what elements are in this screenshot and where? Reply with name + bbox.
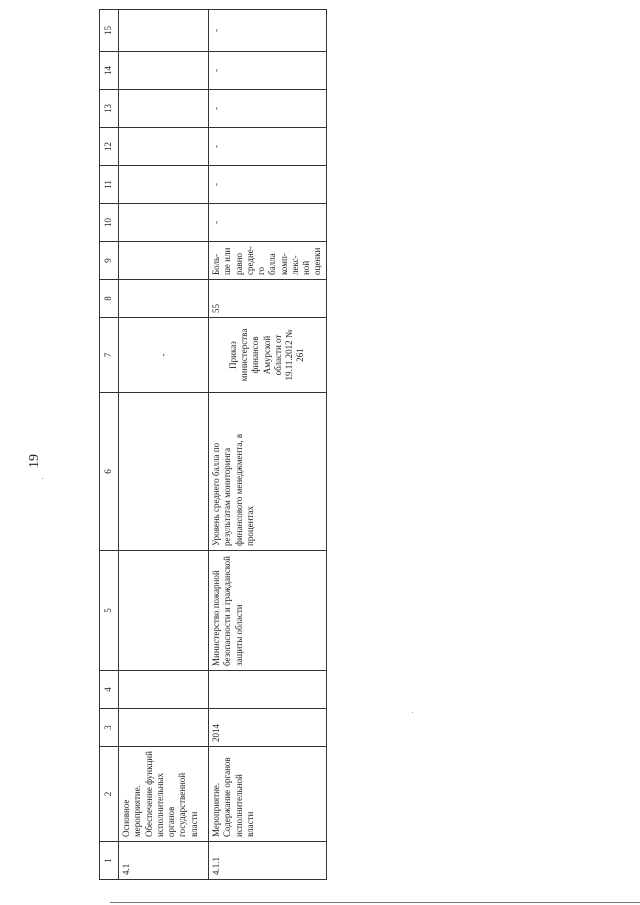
page-number xyxy=(28,453,42,469)
cell-value: 55 xyxy=(209,280,327,318)
program-table xyxy=(99,9,327,880)
col-header-9: 9 xyxy=(100,242,119,280)
col-header-4: 4 xyxy=(100,671,119,709)
cell-col10 xyxy=(119,204,209,242)
cell-document: Приказ министерства финансов Амурской области от 19.11.2012 № 261 xyxy=(209,318,327,393)
rotated-table-container xyxy=(99,26,323,880)
table-row xyxy=(209,10,327,880)
cell-criterion xyxy=(119,242,209,280)
scan-edge-line xyxy=(110,902,640,903)
col-header-13: 13 xyxy=(100,90,119,128)
col-header-15: 15 xyxy=(100,10,119,52)
col-header-3: 3 xyxy=(100,709,119,747)
cell-criterion: Боль-ше или равно средне-го балла комп-лекс-ной оценки xyxy=(209,242,327,280)
cell-col13 xyxy=(119,90,209,128)
cell-col15 xyxy=(119,10,209,52)
col-header-1: 1 xyxy=(100,842,119,880)
cell-indicator xyxy=(119,393,209,551)
table-row xyxy=(119,10,209,880)
cell-name: Основное мероприятие. Обеспечение функций исполнительных органов государственной власти xyxy=(119,747,209,842)
col-header-5: 5 xyxy=(100,551,119,671)
cell-col13: - xyxy=(209,90,327,128)
cell-name: Мероприятие. Содержание органов исполнительной власти xyxy=(209,747,327,842)
cell-document-text: - xyxy=(157,353,168,357)
cell-executor: Министерство пожарной безопасности и гражданской защиты области xyxy=(209,551,327,671)
cell-col11 xyxy=(119,166,209,204)
cell-number: 4.1.1 xyxy=(209,842,327,880)
cell-col12: - xyxy=(209,128,327,166)
cell-col4 xyxy=(209,671,327,709)
col-header-12: 12 xyxy=(100,128,119,166)
cell-col15: - xyxy=(209,10,327,52)
cell-col10: - xyxy=(209,204,327,242)
cell-value xyxy=(119,280,209,318)
cell-col14 xyxy=(119,52,209,90)
scan-speck xyxy=(42,478,43,479)
cell-indicator: Уровень среднего балла по результатам мониторинга финансового менеджмента, в процентах xyxy=(209,393,327,551)
col-header-14: 14 xyxy=(100,52,119,90)
col-header-6: 6 xyxy=(100,393,119,551)
header-row xyxy=(100,10,119,880)
col-header-2: 2 xyxy=(100,747,119,842)
cell-number: 4.1 xyxy=(119,842,209,880)
cell-year: 2014 xyxy=(209,709,327,747)
cell-col4 xyxy=(119,671,209,709)
cell-col14: - xyxy=(209,52,327,90)
col-header-11: 11 xyxy=(100,166,119,204)
cell-executor xyxy=(119,551,209,671)
cell-document xyxy=(119,318,209,393)
scan-speck xyxy=(412,712,413,713)
cell-col11: - xyxy=(209,166,327,204)
page-number-text: 19 xyxy=(27,454,42,468)
col-header-8: 8 xyxy=(100,280,119,318)
cell-col12 xyxy=(119,128,209,166)
col-header-7: 7 xyxy=(100,318,119,393)
col-header-10: 10 xyxy=(100,204,119,242)
cell-year xyxy=(119,709,209,747)
